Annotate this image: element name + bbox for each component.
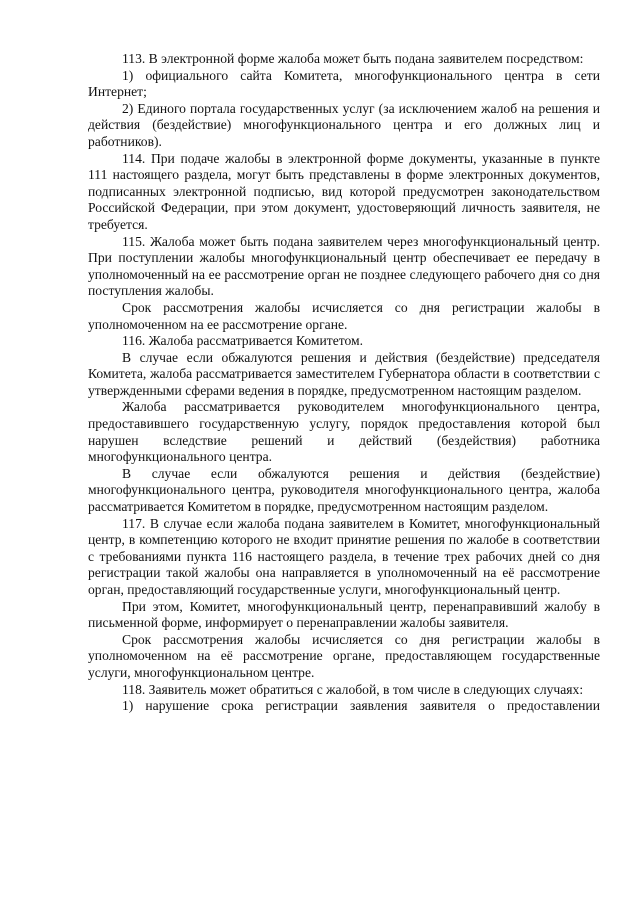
paragraph-118-item-1: 1) нарушение срока регистрации заявления заявителя о предоставлении xyxy=(122,698,600,714)
paragraph-113-item-2: 2) Единого портала государственных услуг (за исключением жалоб на решения и действия (бездействие) многофункционального центра и его должных лиц и работников). xyxy=(88,100,600,149)
paragraph-113-item-1: 1) официального сайта Комитета, многофункционального центра в сети Интернет; xyxy=(88,67,600,100)
paragraph-117-redirect: При этом, Комитет, многофункциональный центр, перенаправивший жалобу в письменной форме, информирует о перенаправлении жалобы заявителя. xyxy=(88,598,600,631)
paragraph-115-term: Срок рассмотрения жалобы исчисляется со дня регистрации жалобы в уполномоченном на ее рассмотрение органе. xyxy=(88,299,600,332)
paragraph-116-mfc: В случае если обжалуются решения и действия (бездействие) многофункционального центра, руководителя многофункционального центра, жалоба рассматривается Комитетом в порядке, предусмотренном настоящим разделом. xyxy=(88,465,600,515)
paragraph-113: 113. В электронной форме жалоба может быть подана заявителем посредством: xyxy=(122,51,584,66)
paragraph-114: 114. При подаче жалобы в электронной форме документы, указанные в пункте 111 настоящего раздела, могут быть представлены в форме электронных документов, подписанных электронной подписью, вид которой предусмотрен законодательством Российской Федерации, при этом документ, удостоверяющий личность заявителя, не требуется. xyxy=(88,150,600,232)
paragraph-116: 116. Жалоба рассматривается Комитетом. xyxy=(122,333,364,349)
paragraph-117: 117. В случае если жалоба подана заявителем в Комитет, многофункциональный центр, в компетенцию которого не входит принятие решения по жалобе в соответствии с требованиями пункта 116 настоящего раздела, в течение трех рабочих дней со дня регистрации такой жалобы она направляется в уполномоченный на её рассмотрение орган, предоставляющий государственные услуги, многофункциональный центр. xyxy=(88,515,600,597)
paragraph-117-term: Срок рассмотрения жалобы исчисляется со дня регистрации жалобы в уполномоченном на её рассмотрение органе, предоставляющем государственные услуги, многофункциональном центре. xyxy=(88,631,600,680)
paragraph-116-chairman: В случае если обжалуются решения и действия (бездействие) председателя Комитета, жалоба рассматривается заместителем Губернатора области в соответствии с утвержденными сферами ведения в порядке, предусмотренном настоящим разделом. xyxy=(88,349,600,398)
paragraph-115: 115. Жалоба может быть подана заявителем через многофункциональный центр. При поступлении жалобы многофункциональный центр обеспечивает ее передачу в уполномоченный на ее рассмотрение орган не позднее следующего рабочего дня со дня поступления жалобы. xyxy=(88,233,600,299)
paragraph-118: 118. Заявитель может обратиться с жалобой, в том числе в следующих случаях: xyxy=(122,681,584,697)
paragraph-116-mfc-head: Жалоба рассматривается руководителем многофункционального центра, предоставившего государственную услугу, порядок предоставления которой был нарушен вследствие решений и действий (бездействия) работника многофункционального центра. xyxy=(88,399,600,465)
